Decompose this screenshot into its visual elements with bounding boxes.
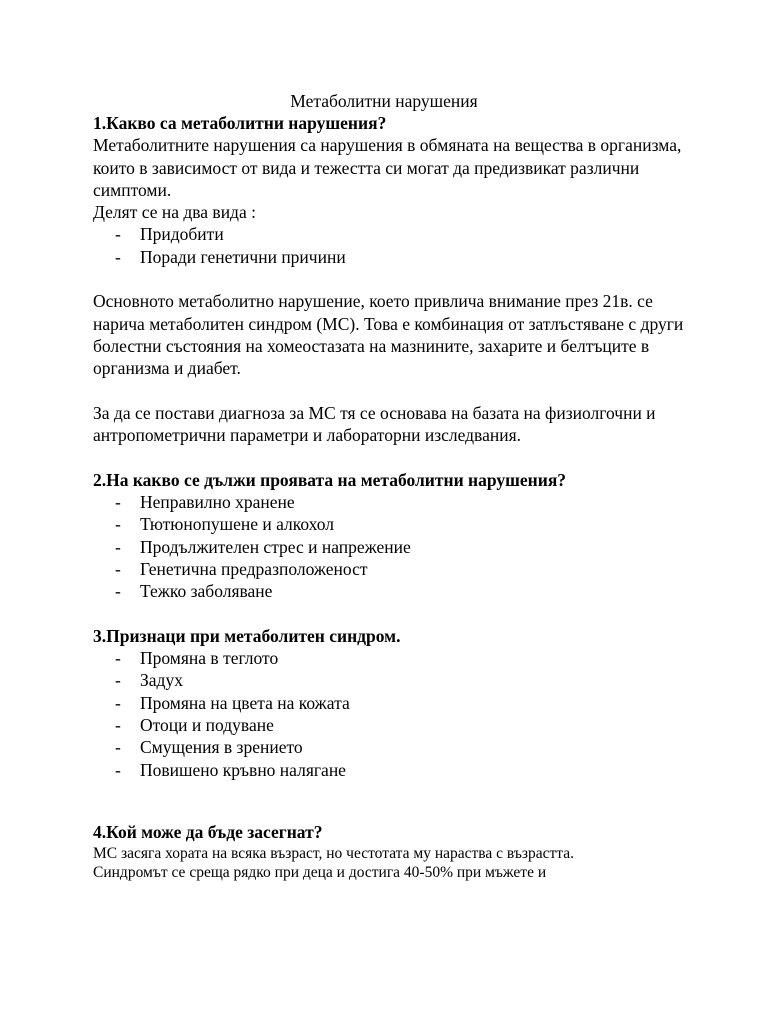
dash-bullet: - [115, 224, 121, 245]
list-item [93, 246, 693, 268]
section-3-heading: 3.Признаци при метаболитен синдром. [93, 625, 401, 646]
section-3-list [93, 647, 693, 781]
list-item [93, 536, 693, 558]
section-1-paragraph-4: За да се постави диагноза за МС тя се основава на базата на физиолгочни и антропометрични параметри и лабораторни изследвания. [93, 402, 656, 446]
dash-bullet: - [115, 536, 121, 557]
blank-line [93, 446, 693, 468]
dash-bullet: - [115, 715, 121, 736]
list-item-text: Продължителен стрес и напрежение [140, 536, 411, 557]
list-item [93, 714, 693, 736]
section-1-list [93, 223, 693, 268]
list-item-text: Смущения в зрението [140, 737, 303, 758]
dash-bullet: - [115, 514, 121, 535]
dash-bullet: - [115, 670, 121, 691]
section-1-paragraph-2: Делят се на два вида : [93, 202, 256, 223]
list-item [93, 669, 693, 691]
list-item-text: Придобити [140, 224, 224, 245]
list-item [93, 759, 693, 781]
list-item-text: Неправилно хранене [140, 492, 295, 513]
list-item-text: Тежко заболяване [140, 581, 273, 602]
list-item-text: Повишено кръвно налягане [140, 759, 346, 780]
section-4-paragraph-1: МС засяга хората на всяка възраст, но честотата му нараства с възрастта. [93, 844, 574, 862]
list-item-text: Поради генетични причини [140, 246, 346, 267]
dash-bullet: - [115, 558, 121, 579]
section-1-paragraph-1: Метаболитните нарушения са нарушения в обмяната на вещества в организма, които в зависимост от вида и тежестта си могат да предизвикат различни симптоми. [93, 135, 682, 200]
document-body [93, 112, 693, 883]
blank-line [93, 603, 693, 625]
list-item [93, 692, 693, 714]
dash-bullet: - [115, 648, 121, 669]
dash-bullet: - [115, 692, 121, 713]
dash-bullet: - [115, 246, 121, 267]
section-1-heading: 1.Какво са метаболитни нарушения? [93, 113, 387, 133]
blank-line [93, 268, 693, 290]
document-title: Метаболитни нарушения [290, 91, 478, 111]
dash-bullet: - [115, 581, 121, 602]
section-2-heading: 2.На какво се дължи проявата на метаболитни нарушения? [93, 469, 567, 490]
blank-line [93, 781, 693, 803]
dash-bullet: - [115, 492, 121, 513]
dash-bullet: - [115, 759, 121, 780]
blank-line [93, 380, 693, 402]
list-item [93, 647, 693, 669]
section-1-paragraph-3: Основното метаболитно нарушение, което привлича внимание през 21в. се нарича метаболитен синдром (МС). Това е комбинация от затлъстяване с други болестни състояния на хомеостазата на мазнините, захарите и белтъците в организма и диабет. [93, 291, 684, 379]
dash-bullet: - [115, 737, 121, 758]
list-item [93, 223, 693, 245]
list-item-text: Промяна в теглото [140, 648, 279, 669]
list-item-text: Задух [140, 670, 183, 691]
list-item [93, 513, 693, 535]
list-item [93, 580, 693, 602]
list-item [93, 491, 693, 513]
list-item-text: Отоци и подуване [140, 715, 274, 736]
section-4-heading: 4.Кой може да бъде засегнат? [93, 822, 323, 843]
list-item-text: Тютюнопушене и алкохол [140, 514, 335, 535]
list-item-text: Промяна на цвета на кожата [140, 692, 350, 713]
list-item [93, 736, 693, 758]
list-item-text: Генетична предразположеност [140, 558, 368, 579]
section-2-list [93, 491, 693, 602]
section-4-paragraph-2: Синдромът се среща рядко при деца и достига 40-50% при мъжете и [93, 864, 547, 881]
list-item [93, 558, 693, 580]
